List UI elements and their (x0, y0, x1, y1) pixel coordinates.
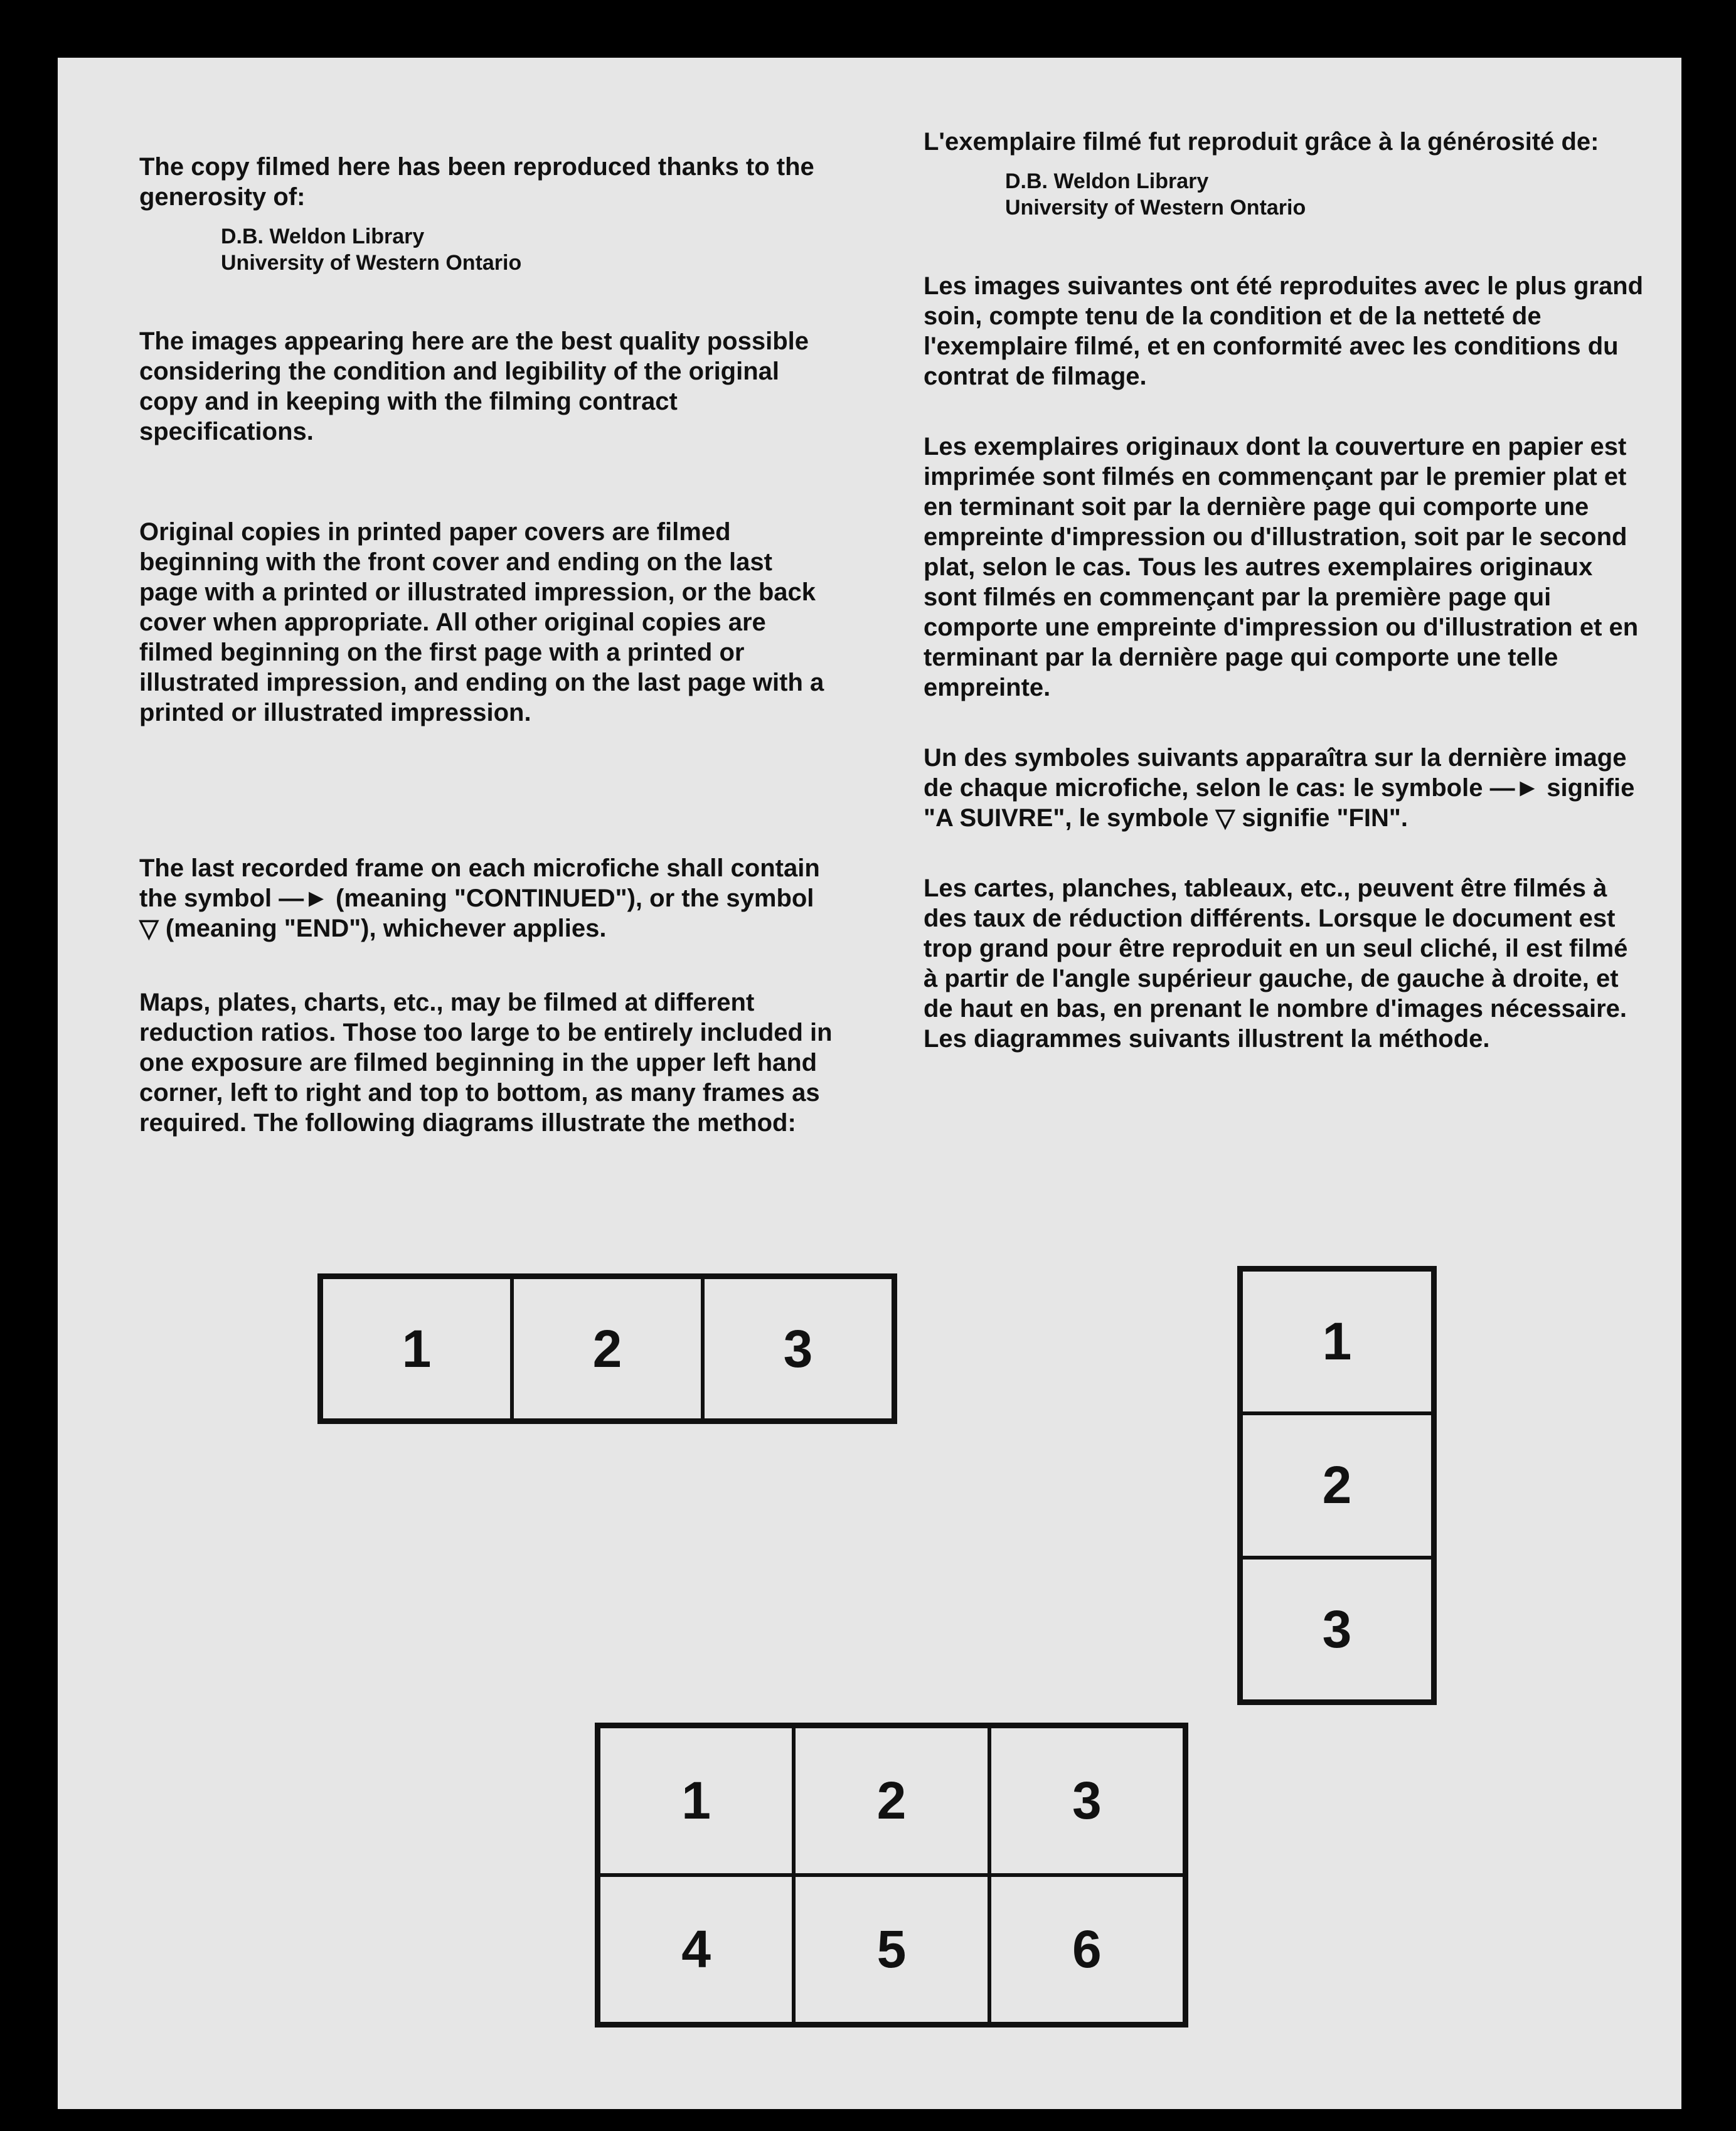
library-institution: University of Western Ontario (221, 251, 522, 275)
intro-text: The copy filmed here has been reproduced thanks to the generosity of: (139, 153, 814, 211)
diagram-cell: 1 (321, 1277, 512, 1420)
symbol-paragraph (139, 853, 836, 943)
library-name: D.B. Weldon Library (1005, 169, 1209, 193)
library-institution: University of Western Ontario (1005, 196, 1306, 220)
diagram-cell: 6 (989, 1875, 1185, 2024)
symbol-text-a: Un des symboles suivants apparaîtra sur la dernière image de chaque microfiche, selon le cas: le symbole (924, 744, 1627, 802)
symbol-text-b: signifie "A SUIVRE", le symbole (924, 774, 1635, 832)
symbol-text-b: (meaning "CONTINUED"), or the symbol (336, 885, 814, 912)
symbol-text-c: (meaning "END"), whichever applies. (165, 915, 607, 942)
symbol-text-a: The last recorded frame on each microfiche shall contain the symbol (139, 854, 820, 912)
diagram-column (1237, 1266, 1437, 1705)
covers-paragraph: Original copies in printed paper covers are filmed beginning with the front cover and ending on the last page with a printed or illustrated impression, or the back cover when appropriate. All other original copies are filmed beginning on the first page with a printed or illustrated impression, and ending on the last page with a printed or illustrated impression. (139, 518, 824, 726)
diagram-cell: 2 (512, 1277, 703, 1420)
diagram-cell: 5 (794, 1875, 989, 2024)
document-page (58, 58, 1681, 2109)
quality-paragraph: The images appearing here are the best quality possible considering the condition and legibility of the original copy and in keeping with the filming contract specifications. (139, 327, 809, 445)
library-name: D.B. Weldon Library (221, 225, 425, 248)
diagram-row (317, 1273, 897, 1424)
maps-paragraph: Maps, plates, charts, etc., may be filmed at different reduction ratios. Those too large to be entirely included in one exposure are filmed beginning in the upper left hand corner, left to right and top to bottom, as many frames as required. The following diagrams illustrate the method: (139, 989, 833, 1137)
library-credit (924, 168, 1645, 221)
end-triangle-icon: ▽ (1215, 804, 1235, 832)
symbol-text-c: signifie "FIN". (1242, 804, 1408, 832)
continued-arrow-icon: —► (1489, 774, 1540, 802)
continued-arrow-icon: —► (279, 885, 329, 912)
maps-paragraph: Les cartes, planches, tableaux, etc., peuvent être filmés à des taux de réduction différents. Lorsque le document est trop grand pour être reproduit en un seul cliché, il est filmé à partir de l'angle supérieur gauche, de gauche à droite, et de haut en bas, en prenant le nombre d'images nécessaire. Les diagrammes suivants illustrent la méthode. (924, 874, 1628, 1053)
french-column (924, 127, 1645, 1054)
library-credit (139, 223, 836, 276)
diagram-cell: 2 (794, 1726, 989, 1875)
end-triangle-icon: ▽ (139, 915, 159, 942)
diagram-cell: 3 (989, 1726, 1185, 1875)
diagram-grid (595, 1723, 1188, 2027)
diagram-cell: 3 (703, 1277, 893, 1420)
diagram-cell: 1 (599, 1726, 794, 1875)
symbol-paragraph (924, 743, 1645, 833)
diagram-cell: 1 (1241, 1270, 1433, 1413)
diagram-cell: 3 (1241, 1558, 1433, 1701)
quality-paragraph: Les images suivantes ont été reproduites avec le plus grand soin, compte tenu de la condition et de la netteté de l'exemplaire filmé, et en conformité avec les conditions du contrat de filmage. (924, 272, 1644, 390)
intro-text: L'exemplaire filmé fut reproduit grâce à la générosité de: (924, 128, 1599, 156)
english-column (139, 152, 836, 1138)
diagram-cell: 4 (599, 1875, 794, 2024)
covers-paragraph: Les exemplaires originaux dont la couverture en papier est imprimée sont filmés en commençant par le premier plat et en terminant soit par la dernière page qui comporte une empreinte d'impression ou d'illustration, soit par le second plat, selon le cas. Tous les autres exemplaires originaux sont filmés en commençant par la première page qui comporte une empreinte d'impression ou d'illustration et en terminant par la dernière page qui comporte une telle empreinte. (924, 433, 1639, 701)
diagram-cell: 2 (1241, 1413, 1433, 1557)
